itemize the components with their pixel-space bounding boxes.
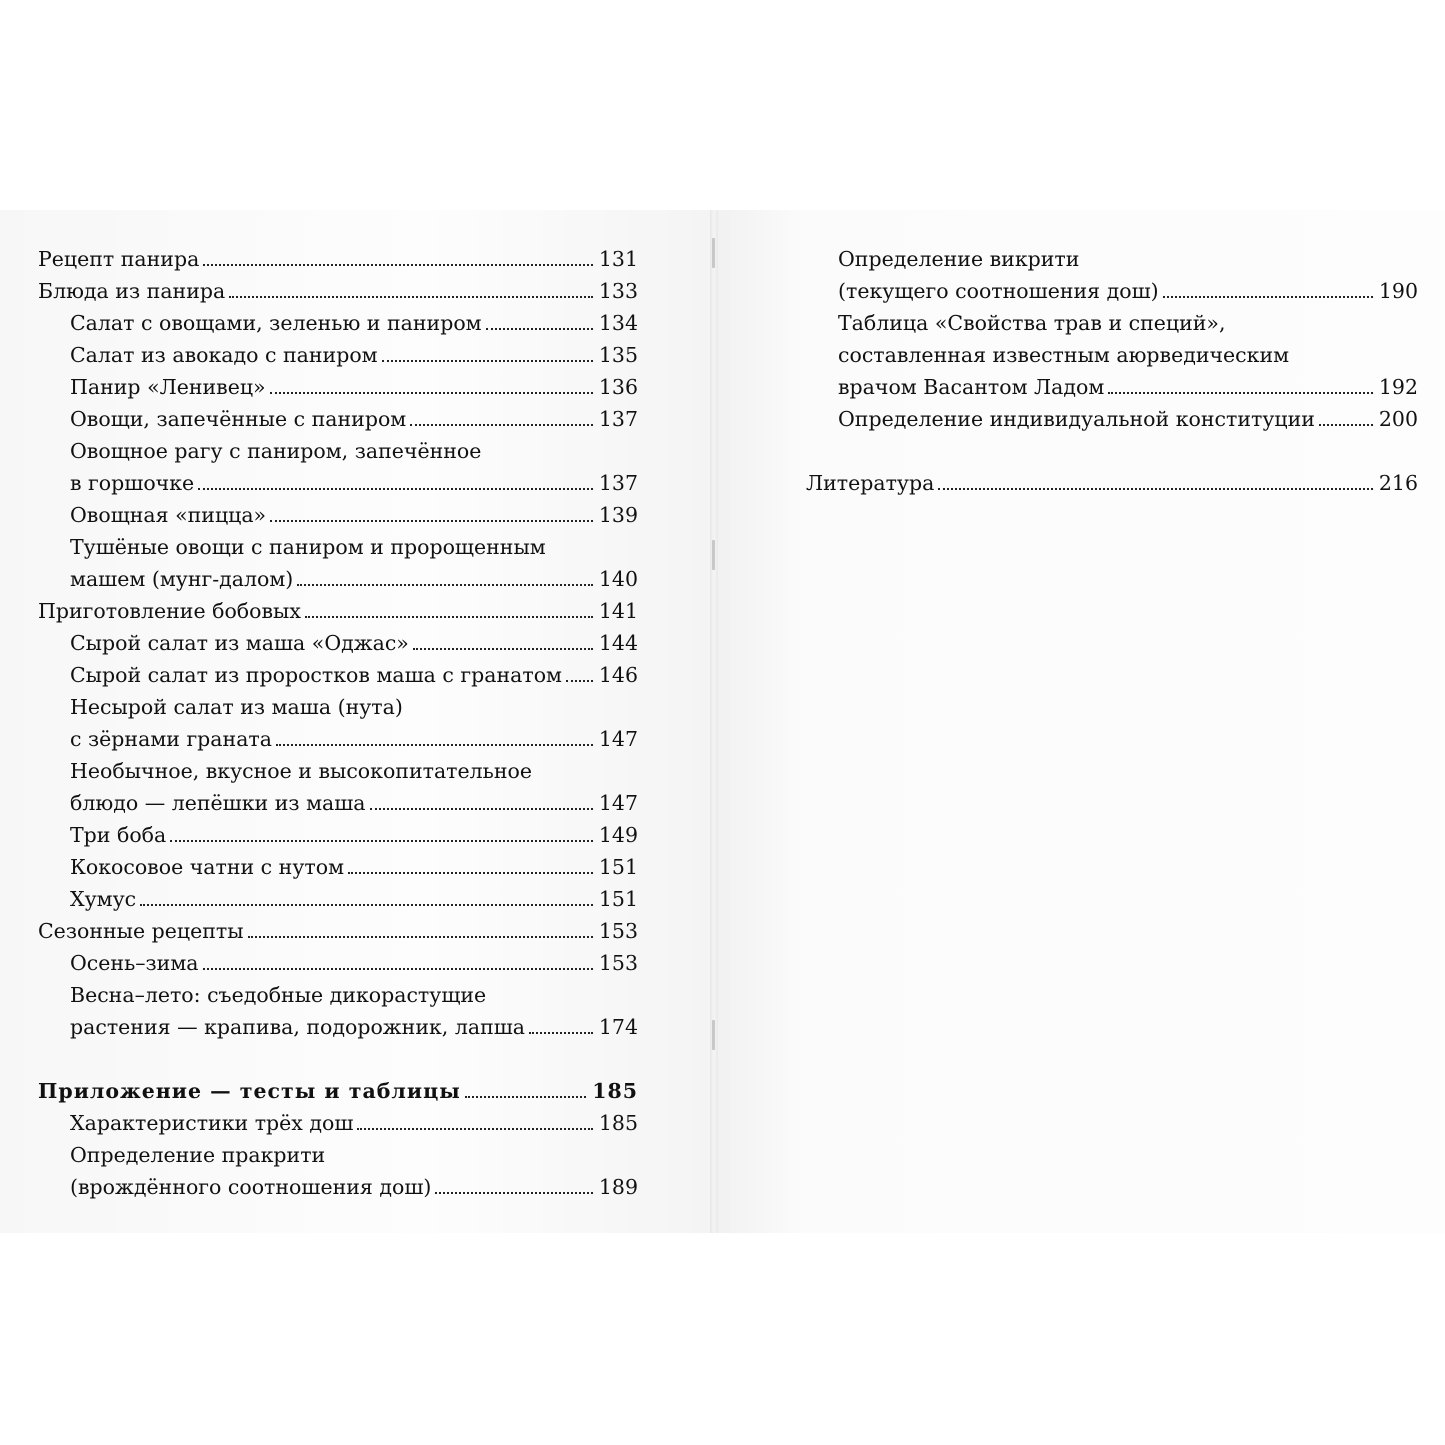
toc-entry	[838, 278, 1418, 304]
toc-page-number: 151	[598, 855, 638, 879]
toc-page-number: 140	[598, 567, 638, 591]
toc-page-number: 216	[1378, 471, 1418, 495]
toc-entry-title: Осень–зима	[70, 951, 199, 975]
toc-entry-title: Хумус	[70, 887, 137, 911]
toc-page-number: 192	[1378, 375, 1418, 399]
binding-staple	[712, 1020, 715, 1050]
toc-dot-leader	[170, 839, 593, 842]
toc-entry	[70, 502, 638, 528]
toc-entry	[70, 406, 638, 432]
toc-entry-title: Таблица «Свойства трав и специй»,	[838, 311, 1226, 335]
toc-dot-leader	[270, 391, 593, 394]
toc-dot-leader	[566, 679, 593, 682]
toc-page-number: 200	[1378, 407, 1418, 431]
toc-entry	[70, 662, 638, 688]
toc-page-number: 133	[598, 279, 638, 303]
toc-dot-leader	[410, 423, 593, 426]
toc-entry	[838, 374, 1418, 400]
toc-entry	[38, 1078, 638, 1104]
toc-entry	[70, 438, 638, 464]
toc-entry	[838, 342, 1418, 368]
toc-entry-title: Блюда из панира	[38, 279, 226, 303]
toc-dot-leader	[529, 1031, 593, 1034]
toc-entry-title: растения — крапива, подорожник, лапша	[70, 1015, 526, 1039]
toc-dot-leader	[248, 935, 593, 938]
toc-entry-title: Сезонные рецепты	[38, 919, 244, 943]
toc-entry-title: Рецепт панира	[38, 247, 200, 271]
toc-dot-leader	[1163, 295, 1373, 298]
toc-entry-title: блюдо — лепёшки из маша	[70, 791, 366, 815]
toc-entry	[70, 854, 638, 880]
toc-dot-leader	[486, 327, 593, 330]
toc-entry-title: Несырой салат из маша (нута)	[70, 695, 403, 719]
toc-entry	[38, 278, 638, 304]
toc-dot-leader	[435, 1191, 592, 1194]
toc-entry-title: Характеристики трёх дош	[70, 1111, 354, 1135]
toc-page-number: 190	[1378, 279, 1418, 303]
toc-page-number: 189	[598, 1175, 638, 1199]
toc-entry-title: Салат из авокадо с паниром	[70, 343, 378, 367]
toc-entry	[838, 406, 1418, 432]
toc-entry	[70, 374, 638, 400]
toc-dot-leader	[297, 583, 593, 586]
toc-page-number: 174	[598, 1015, 638, 1039]
toc-entry-title: машем (мунг-далом)	[70, 567, 294, 591]
toc-entry	[70, 310, 638, 336]
toc-page-number: 153	[598, 951, 638, 975]
toc-entry-title: Овощная «пицца»	[70, 503, 267, 527]
toc-page-number: 131	[598, 247, 638, 271]
toc-entry-title: Три боба	[70, 823, 167, 847]
toc-dot-leader	[465, 1095, 586, 1098]
toc-page-number: 153	[598, 919, 638, 943]
toc-entry	[806, 470, 1418, 496]
toc-entry	[70, 694, 638, 720]
toc-page-number: 185	[598, 1111, 638, 1135]
toc-entry-title: (врождённого соотношения дош)	[70, 1175, 432, 1199]
toc-entry	[70, 1142, 638, 1168]
toc-entry	[70, 534, 638, 560]
toc-entry	[38, 246, 638, 272]
toc-dot-leader	[382, 359, 593, 362]
toc-entry	[70, 790, 638, 816]
toc-dot-leader	[203, 263, 593, 266]
toc-dot-leader	[938, 487, 1373, 490]
toc-entry-title: Овощное рагу с паниром, запечённое	[70, 439, 482, 463]
toc-entry-title: Весна–лето: съедобные дикорастущие	[70, 983, 487, 1007]
toc-entry-title: с зёрнами граната	[70, 727, 272, 751]
toc-entry-title: Кокосовое чатни с нутом	[70, 855, 345, 879]
toc-entry	[70, 726, 638, 752]
toc-entry-title: Определение индивидуальной конституции	[838, 407, 1315, 431]
toc-page-number: 136	[598, 375, 638, 399]
toc-dot-leader	[305, 615, 593, 618]
toc-entry-title: Литература	[806, 471, 935, 495]
toc-page-number: 151	[598, 887, 638, 911]
toc-entry	[38, 598, 638, 624]
toc-dot-leader	[140, 903, 593, 906]
toc-dot-leader	[1108, 391, 1373, 394]
toc-entry-title: Приложение — тесты и таблицы	[38, 1079, 461, 1103]
toc-dot-leader	[198, 487, 593, 490]
toc-page-number: 139	[598, 503, 638, 527]
toc-page-number: 135	[598, 343, 638, 367]
toc-entry	[70, 886, 638, 912]
toc-entry	[70, 982, 638, 1008]
toc-entry-title: в горшочке	[70, 471, 195, 495]
toc-page-number: 144	[598, 631, 638, 655]
toc-entry	[838, 246, 1418, 272]
toc-dot-leader	[229, 295, 593, 298]
toc-entry-title: Необычное, вкусное и высокопитательное	[70, 759, 532, 783]
toc-entry	[70, 566, 638, 592]
toc-dot-leader	[203, 967, 593, 970]
toc-entry	[70, 950, 638, 976]
binding-staple	[712, 238, 715, 268]
toc-entry-title: Приготовление бобовых	[38, 599, 301, 623]
toc-entry	[70, 630, 638, 656]
toc-dot-leader	[357, 1127, 592, 1130]
toc-entry-title: (текущего соотношения дош)	[838, 279, 1159, 303]
toc-page-number: 147	[598, 727, 638, 751]
toc-entry-title: Панир «Ленивец»	[70, 375, 266, 399]
toc-dot-leader	[370, 807, 593, 810]
toc-dot-leader	[276, 743, 593, 746]
toc-entry-title: Тушёные овощи с паниром и пророщенным	[70, 535, 546, 559]
toc-page-number: 147	[598, 791, 638, 815]
toc-page-number: 141	[598, 599, 638, 623]
toc-entry-title: Определение пракрити	[70, 1143, 326, 1167]
toc-entry	[70, 758, 638, 784]
toc-dot-leader	[270, 519, 593, 522]
toc-page-number: 149	[598, 823, 638, 847]
toc-entry-title: Салат с овощами, зеленью и паниром	[70, 311, 482, 335]
book-spread	[0, 210, 1445, 1233]
toc-entry	[70, 1174, 638, 1200]
toc-entry	[70, 470, 638, 496]
toc-entry	[70, 822, 638, 848]
toc-entry-title: Определение викрити	[838, 247, 1080, 271]
toc-entry	[838, 310, 1418, 336]
toc-entry	[38, 918, 638, 944]
toc-dot-leader	[1319, 423, 1373, 426]
toc-entry	[70, 342, 638, 368]
toc-page-number: 185	[592, 1079, 638, 1103]
toc-entry	[70, 1110, 638, 1136]
toc-page-number: 146	[598, 663, 638, 687]
toc-entry-title: Сырой салат из маша «Оджас»	[70, 631, 409, 655]
toc-entry-title: Сырой салат из проростков маша с гранатом	[70, 663, 562, 687]
book-gutter	[710, 210, 718, 1233]
toc-dot-leader	[348, 871, 593, 874]
toc-entry-title: Овощи, запечённые с паниром	[70, 407, 407, 431]
toc-dot-leader	[413, 647, 593, 650]
toc-page-number: 134	[598, 311, 638, 335]
binding-staple	[712, 540, 715, 570]
toc-entry-title: составленная известным аюрведическим	[838, 343, 1290, 367]
toc-page-number: 137	[598, 471, 638, 495]
toc-entry	[70, 1014, 638, 1040]
toc-entry-title: врачом Васантом Ладом	[838, 375, 1105, 399]
toc-page-number: 137	[598, 407, 638, 431]
